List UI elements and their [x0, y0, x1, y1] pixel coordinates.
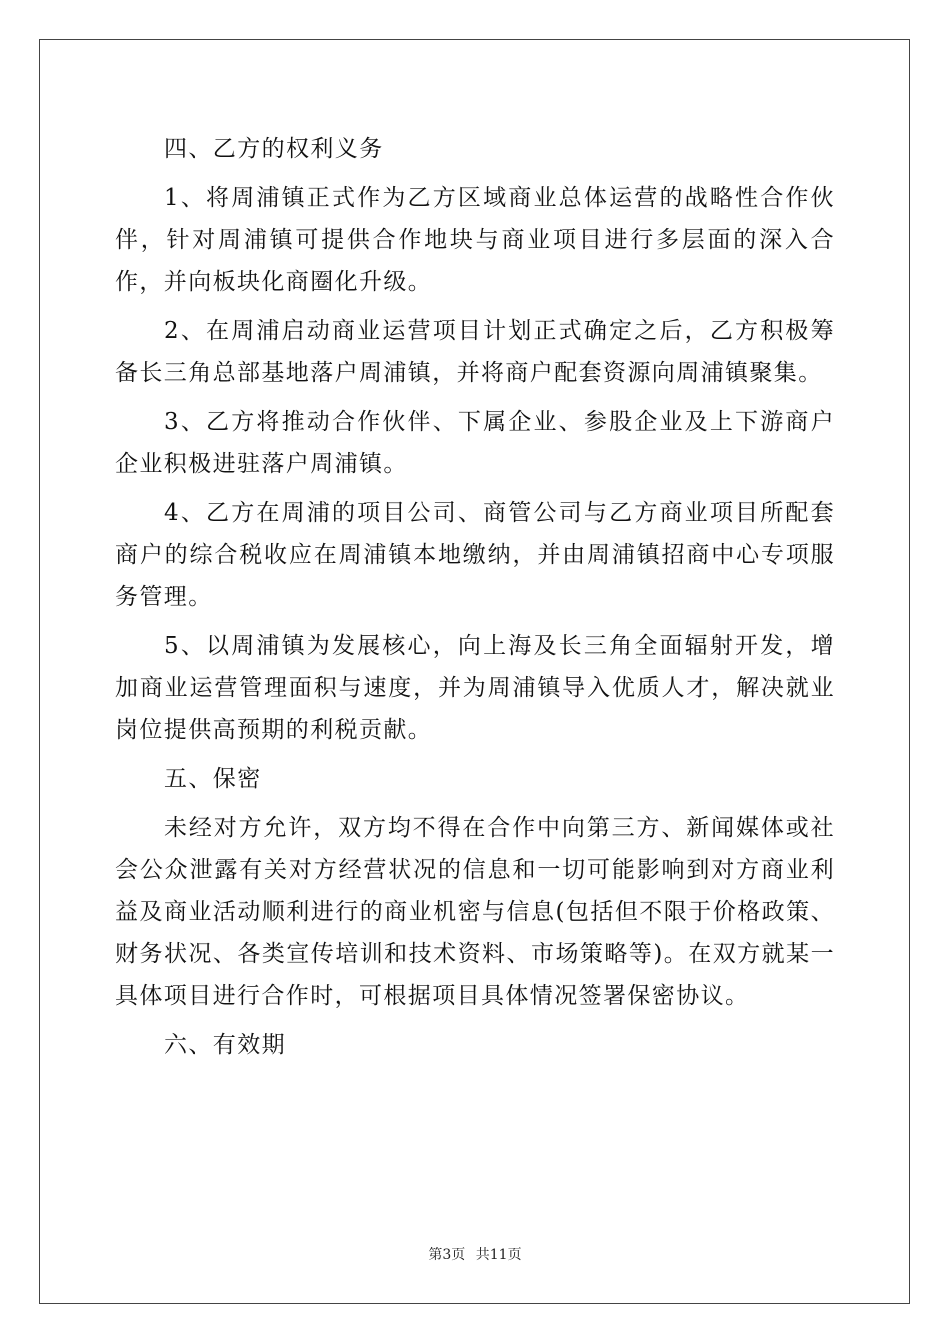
section-heading-confidentiality: 五、保密	[164, 766, 262, 792]
confidentiality-paragraph: 未经对方允许，双方均不得在合作中向第三方、新闻媒体或社会公众泄露有关对方经营状况的信息和一切可能影响到对方商业利益及商业活动顺利进行的商业机密与信息(包括但不限于价格政策、财务状况、各类宣传培训和技术资料、市场策略等)。在双方就某一具体项目进行合作时，可根据项目具体情况签署保密协议。	[115, 815, 835, 1009]
clause-3: 3、乙方将推动合作伙伴、下属企业、参股企业及上下游商户企业积极进驻落户周浦镇。	[115, 409, 835, 477]
clause-1: 1、将周浦镇正式作为乙方区域商业总体运营的战略性合作伙伴，针对周浦镇可提供合作地块与商业项目进行多层面的深入合作，并向板块化商圈化升级。	[115, 185, 835, 295]
page-total: 共11页	[475, 1247, 522, 1263]
page-number: 第3页	[428, 1247, 466, 1263]
page-footer	[0, 1246, 950, 1264]
clause-2: 2、在周浦启动商业运营项目计划正式确定之后，乙方积极筹备长三角总部基地落户周浦镇，并将商户配套资源向周浦镇聚集。	[115, 318, 835, 386]
section-heading-rights: 四、乙方的权利义务	[164, 136, 384, 162]
document-body	[115, 128, 835, 1073]
section-heading-validity: 六、有效期	[164, 1032, 286, 1058]
clause-4: 4、乙方在周浦的项目公司、商管公司与乙方商业项目所配套商户的综合税收应在周浦镇本地缴纳，并由周浦镇招商中心专项服务管理。	[115, 500, 835, 610]
clause-5: 5、以周浦镇为发展核心，向上海及长三角全面辐射开发，增加商业运营管理面积与速度，并为周浦镇导入优质人才，解决就业岗位提供高预期的利税贡献。	[115, 633, 835, 743]
